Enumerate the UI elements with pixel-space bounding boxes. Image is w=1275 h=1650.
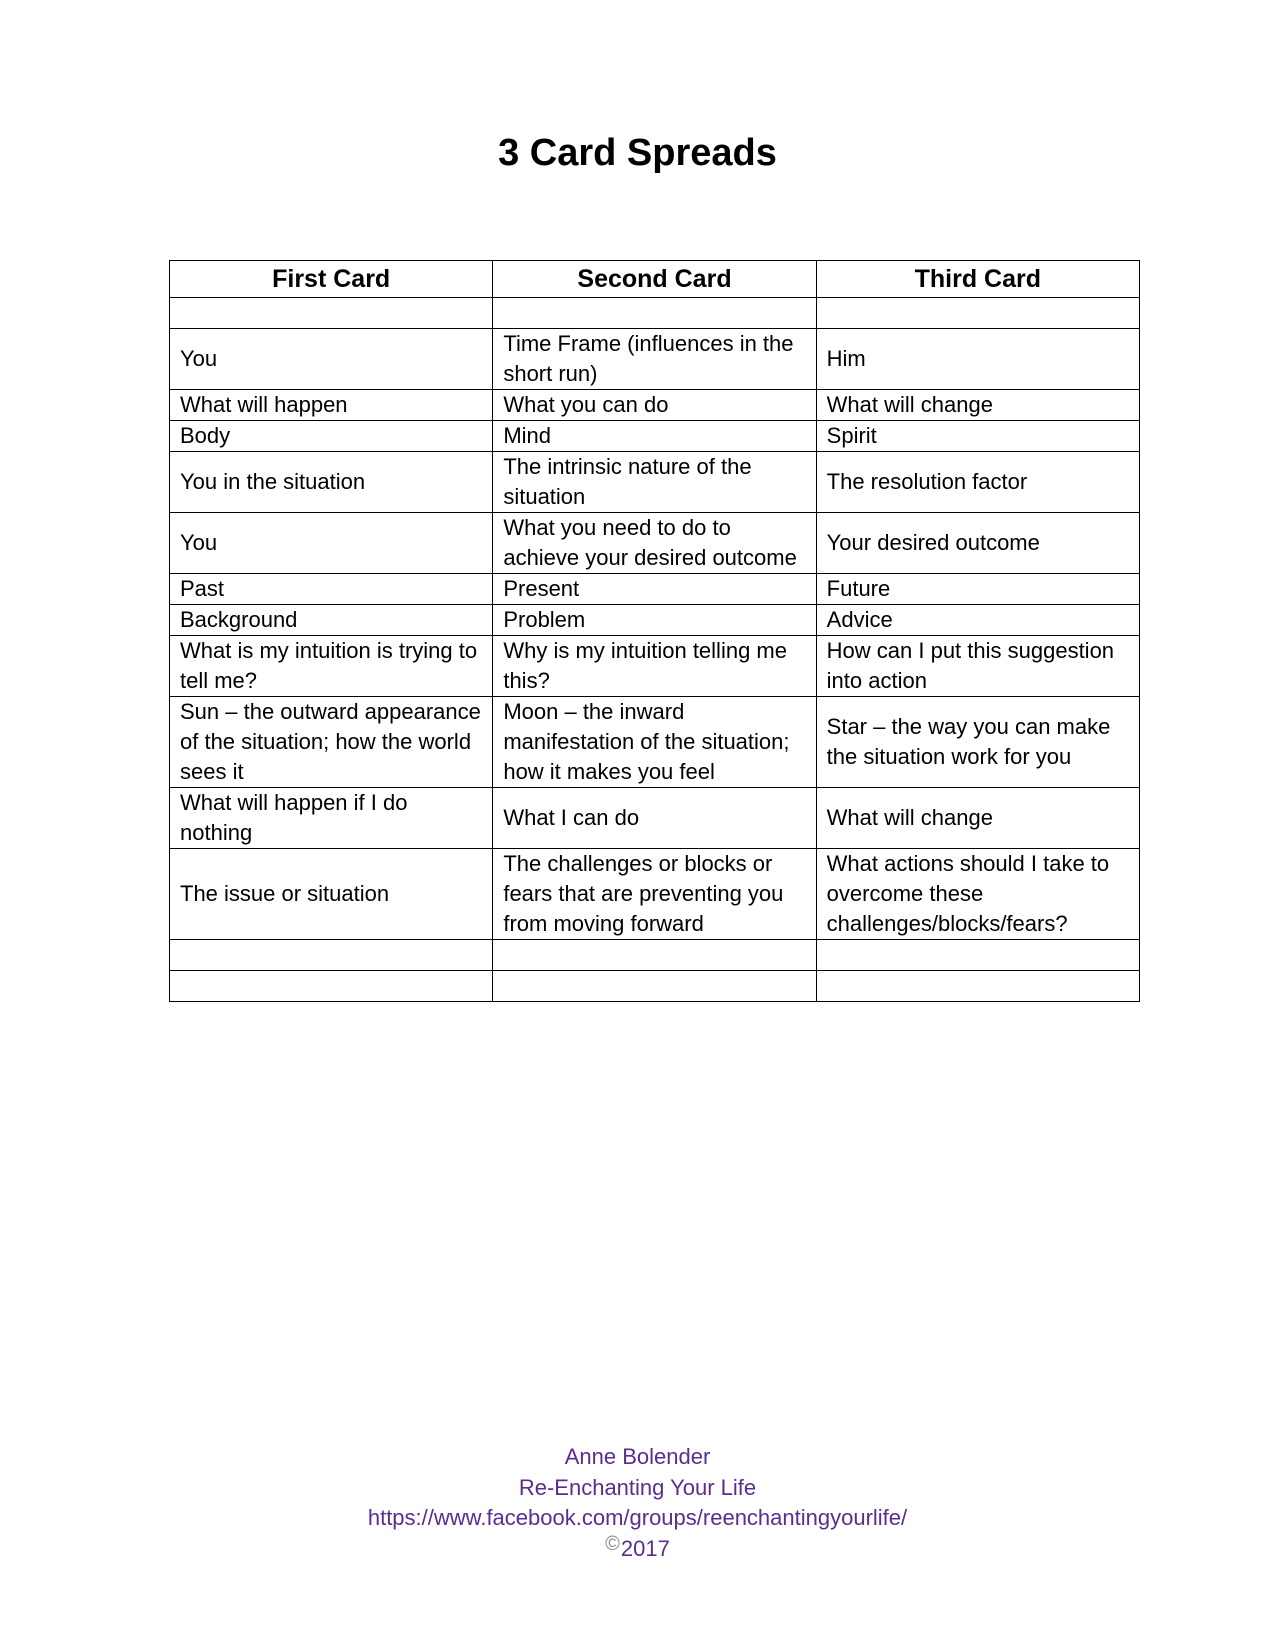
table-cell: Sun – the outward appearance of the situation; how the world sees it (170, 697, 493, 788)
copyright-icon: © (605, 1532, 620, 1555)
table-cell: Background (170, 605, 493, 636)
table-row (170, 298, 1140, 329)
table-row (170, 605, 1140, 636)
table-row (170, 971, 1140, 1002)
table-row (170, 849, 1140, 940)
table-cell: Advice (816, 605, 1139, 636)
table-cell: What will change (816, 390, 1139, 421)
table-cell: Time Frame (influences in the short run) (493, 329, 816, 390)
table-row (170, 513, 1140, 574)
table-cell: The intrinsic nature of the situation (493, 452, 816, 513)
header-first-card: First Card (170, 261, 493, 298)
table-cell: Problem (493, 605, 816, 636)
table-cell: Him (816, 329, 1139, 390)
table-row (170, 788, 1140, 849)
table-cell: Future (816, 574, 1139, 605)
table-cell: What you can do (493, 390, 816, 421)
table-cell: Why is my intuition telling me this? (493, 636, 816, 697)
table-cell (816, 298, 1139, 329)
table-cell: What you need to do to achieve your desired outcome (493, 513, 816, 574)
table-row (170, 421, 1140, 452)
table-cell: Moon – the inward manifestation of the situation; how it makes you feel (493, 697, 816, 788)
table-cell: You (170, 329, 493, 390)
table-row (170, 636, 1140, 697)
table-cell: You in the situation (170, 452, 493, 513)
table-cell: Present (493, 574, 816, 605)
table-row (170, 574, 1140, 605)
table-cell: The issue or situation (170, 849, 493, 940)
table-cell: What will happen (170, 390, 493, 421)
table-cell (493, 971, 816, 1002)
footer-copyright (0, 1534, 1275, 1566)
table-cell (170, 971, 493, 1002)
table-row (170, 452, 1140, 513)
table-row (170, 697, 1140, 788)
table-cell: Past (170, 574, 493, 605)
table-cell: You (170, 513, 493, 574)
table-cell (493, 298, 816, 329)
table-header-row (170, 261, 1140, 298)
table-cell (170, 940, 493, 971)
table-cell: What is my intuition is trying to tell me? (170, 636, 493, 697)
footer-author: Anne Bolender (564, 1444, 711, 1469)
table-cell (170, 298, 493, 329)
table-cell: Spirit (816, 421, 1139, 452)
footer-url-link[interactable]: https://www.facebook.com/groups/reenchantingyourlife/ (367, 1505, 908, 1530)
page-title: 3 Card Spreads (498, 132, 777, 174)
table-cell: What I can do (493, 788, 816, 849)
table-cell: Star – the way you can make the situation work for you (816, 697, 1139, 788)
table-row (170, 390, 1140, 421)
header-third-card: Third Card (816, 261, 1139, 298)
footer (0, 1442, 1275, 1565)
table-cell: The challenges or blocks or fears that are preventing you from moving forward (493, 849, 816, 940)
table-cell: What will happen if I do nothing (170, 788, 493, 849)
table-cell (493, 940, 816, 971)
footer-group-name: Re-Enchanting Your Life (518, 1474, 757, 1500)
table-row (170, 940, 1140, 971)
card-spreads-table (169, 260, 1140, 1002)
header-second-card: Second Card (493, 261, 816, 298)
table-cell: How can I put this suggestion into action (816, 636, 1139, 697)
table-row (170, 329, 1140, 390)
table-cell: The resolution factor (816, 452, 1139, 513)
table-cell: Body (170, 421, 493, 452)
table-cell: Mind (493, 421, 816, 452)
table-cell: Your desired outcome (816, 513, 1139, 574)
table-cell: What will change (816, 788, 1139, 849)
table-cell (816, 940, 1139, 971)
table-cell (816, 971, 1139, 1002)
copyright-year: 2017 (620, 1535, 670, 1561)
table-cell: What actions should I take to overcome these challenges/blocks/fears? (816, 849, 1139, 940)
